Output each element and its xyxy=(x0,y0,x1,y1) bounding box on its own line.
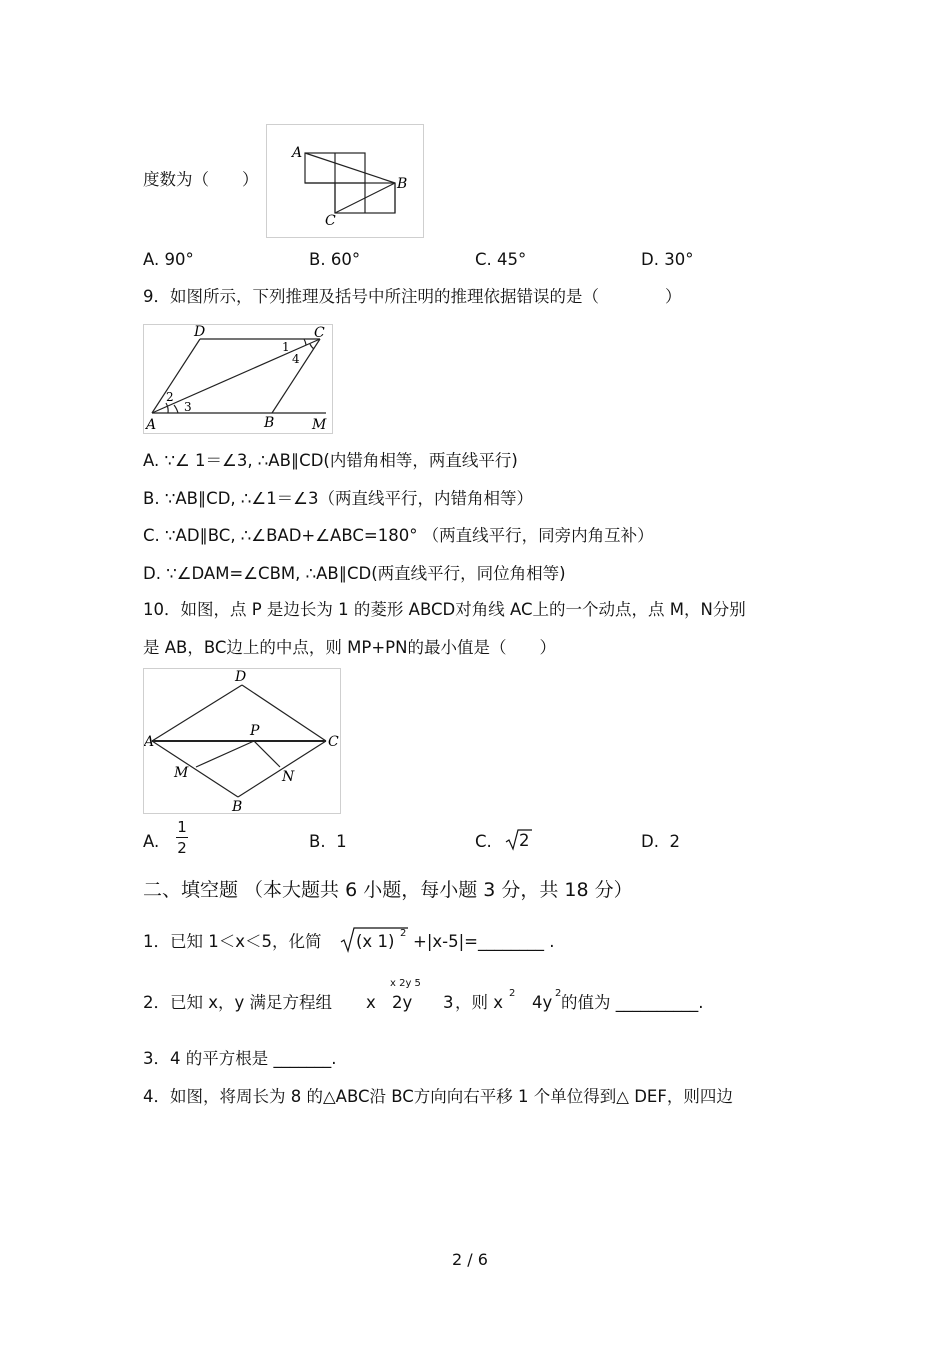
fill2-eq-rhs: 3 xyxy=(443,993,454,1012)
fill2-top-row: x 2y 5 xyxy=(390,978,421,989)
fill2-eq-2y: 2y xyxy=(392,993,413,1012)
q9-option-a: A. ∵∠ 1＝∠3, ∴AB∥CD(内错角相等，两直线平行) xyxy=(143,451,518,470)
fill2-mid: ，则 x xyxy=(455,993,504,1012)
q10-stem-line1: 10．如图，点 P 是边长为 1 的菱形 ABCD对角线 AC上的一个动点，点 M，N分别 xyxy=(143,600,746,619)
q9-label-b: B xyxy=(264,415,275,431)
q8-option-c: C. 45° xyxy=(475,250,527,269)
q10-label-n: N xyxy=(282,769,295,785)
q8-stem-tail: 度数为（ ） xyxy=(143,170,259,189)
q8-figure xyxy=(266,124,424,238)
q9-option-d: D. ∵∠DAM=∠CBM, ∴AB∥CD(两直线平行，同位角相等) xyxy=(143,564,566,583)
fill1-exponent: 2 xyxy=(400,928,407,939)
q8-label-a: A xyxy=(292,145,303,161)
q10-label-d: D xyxy=(235,669,247,685)
fill3: 3．4 的平方根是 _______. xyxy=(143,1049,337,1068)
fraction-denominator: 2 xyxy=(177,839,187,857)
q9-label-c: C xyxy=(314,325,325,341)
q8-label-c: C xyxy=(325,213,336,229)
q8-label-b: B xyxy=(397,176,408,192)
fill2-prefix: 2．已知 x，y 满足方程组 xyxy=(143,993,333,1012)
fill1-sqrt xyxy=(340,926,410,958)
q9-angle-3: 3 xyxy=(184,400,192,414)
fraction-numerator: 1 xyxy=(177,818,187,836)
q10-option-a-key: A. xyxy=(143,832,160,851)
fill2-exp2: 2 xyxy=(555,988,562,999)
fill2-suffix: 的值为 __________. xyxy=(561,993,704,1012)
fill2-term2: 4y xyxy=(532,993,553,1012)
q8-option-d: D. 30° xyxy=(641,250,694,269)
page-number: 2 / 6 xyxy=(452,1250,488,1269)
q10-option-b: B. 1 xyxy=(309,832,347,851)
fill4: 4．如图，将周长为 8 的△ABC沿 BC方向向右平移 1 个单位得到△ DEF，则四边 xyxy=(143,1087,733,1106)
q9-option-b: B. ∵AB∥CD, ∴∠1＝∠3（两直线平行，内错角相等） xyxy=(143,489,533,508)
sqrt-radicand: 2 xyxy=(519,831,530,850)
q8-option-a: A. 90° xyxy=(143,250,194,269)
q9-stem: 9．如图所示，下列推理及括号中所注明的推理依据错误的是（ ） xyxy=(143,287,682,306)
q8-option-b: B. 60° xyxy=(309,250,361,269)
q9-label-a: A xyxy=(146,417,157,433)
q10-label-b: B xyxy=(232,799,243,813)
section-2-title: 二、填空题 （本大题共 6 小题，每小题 3 分，共 18 分） xyxy=(143,879,633,901)
q10-label-a: A xyxy=(144,734,155,750)
q9-angle-2: 2 xyxy=(166,390,174,404)
q10-option-c-key: C. xyxy=(475,832,492,851)
q9-figure xyxy=(143,324,333,434)
q9-label-d: D xyxy=(194,325,206,340)
q10-option-a-fraction xyxy=(174,818,190,857)
fill1-radicand: (x 1) xyxy=(356,932,395,951)
q9-angle-4: 4 xyxy=(292,352,300,366)
q10-label-p: P xyxy=(250,723,260,739)
q9-label-m: M xyxy=(312,417,327,433)
q10-option-c-sqrt xyxy=(505,828,533,856)
q9-angle-1: 1 xyxy=(282,340,290,354)
q10-stem-line2: 是 AB，BC边上的中点，则 MP+PN的最小值是（ ） xyxy=(143,638,556,657)
fill1-suffix: +|x-5|=________ . xyxy=(413,932,555,951)
q10-figure xyxy=(143,668,341,814)
q10-option-d: D. 2 xyxy=(641,832,680,851)
fill2-exp1: 2 xyxy=(509,988,516,999)
fraction-bar xyxy=(176,837,188,838)
fill1-prefix: 1．已知 1＜x＜5，化简 xyxy=(143,932,322,951)
fill2-eq-x: x xyxy=(366,993,376,1012)
q10-label-c: C xyxy=(328,734,339,750)
q9-option-c: C. ∵AD∥BC, ∴∠BAD+∠ABC=180° （两直线平行，同旁内角互补） xyxy=(143,526,654,545)
q10-label-m: M xyxy=(174,765,189,781)
